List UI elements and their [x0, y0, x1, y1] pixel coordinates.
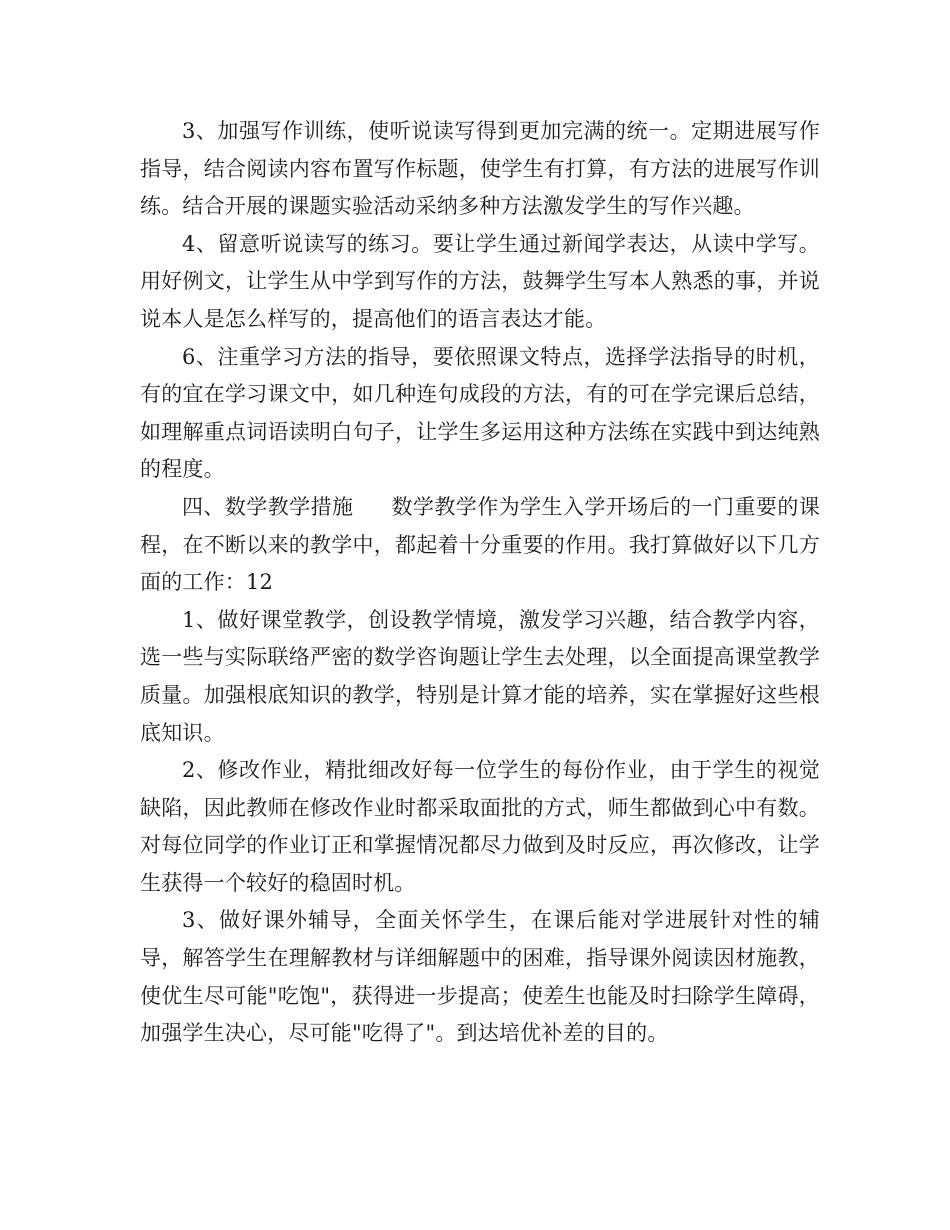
paragraph-classroom-teaching: 1、做好课堂教学，创设教学情境，激发学习兴趣，结合教学内容，选一些与实际联络严密的数学咨询题让学生去处理，以全面提高课堂教学质量。加强根底知识的教学，特别是计算才能的培养，实在掌握好这些根底知识。 [140, 607, 820, 745]
paragraph-learning-methods: 6、注重学习方法的指导，要依照课文特点，选择学法指导的时机，有的宜在学习课文中，如几种连句成段的方法，有的可在学完课后总结，如理解重点词语读明白句子，让学生多运用这种方法练在实践中到达纯熟的程度。 [140, 344, 820, 482]
section-intro-math: 数学教学作为学生入学开场后的一门重要的课程，在不断以来的教学中，都起着十分重要的作用。我打算做好以下几方面的工作：12 [140, 494, 820, 595]
paragraph-homework-correction: 2、修改作业，精批细改好每一位学生的每份作业，由于学生的视觉缺陷，因此教师在修改作业时都采取面批的方式，师生都做到心中有数。对每位同学的作业订正和掌握情况都尽力做到及时反应，再次修改，让学生获得一个较好的稳固时机。 [140, 758, 820, 895]
section-heading-math: 四、数学教学措施 [182, 494, 354, 519]
document-body [140, 113, 820, 1053]
paragraph-writing-training: 3、加强写作训练，使听说读写得到更加完满的统一。定期进展写作指导，结合阅读内容布置写作标题，使学生有打算，有方法的进展写作训练。结合开展的课题实验活动采纳多种方法激发学生的写作兴趣。 [140, 119, 820, 219]
paragraph-listening-reading-practice: 4、留意听说读写的练习。要让学生通过新闻学表达，从读中学写。用好例文，让学生从中学到写作的方法，鼓舞学生写本人熟悉的事，并说说本人是怎么样写的，提高他们的语言表达才能。 [140, 231, 820, 331]
paragraph-math-measures [140, 489, 820, 602]
paragraph-extracurricular-tutoring: 3、做好课外辅导，全面关怀学生，在课后能对学进展针对性的辅导，解答学生在理解教材与详细解题中的困难，指导课外阅读因材施教，使优生尽可能"吃饱"，获得进一步提高；使差生也能及时扫除学生障碍，加强学生决心，尽可能"吃得了"。到达培优补差的目的。 [140, 908, 820, 1046]
